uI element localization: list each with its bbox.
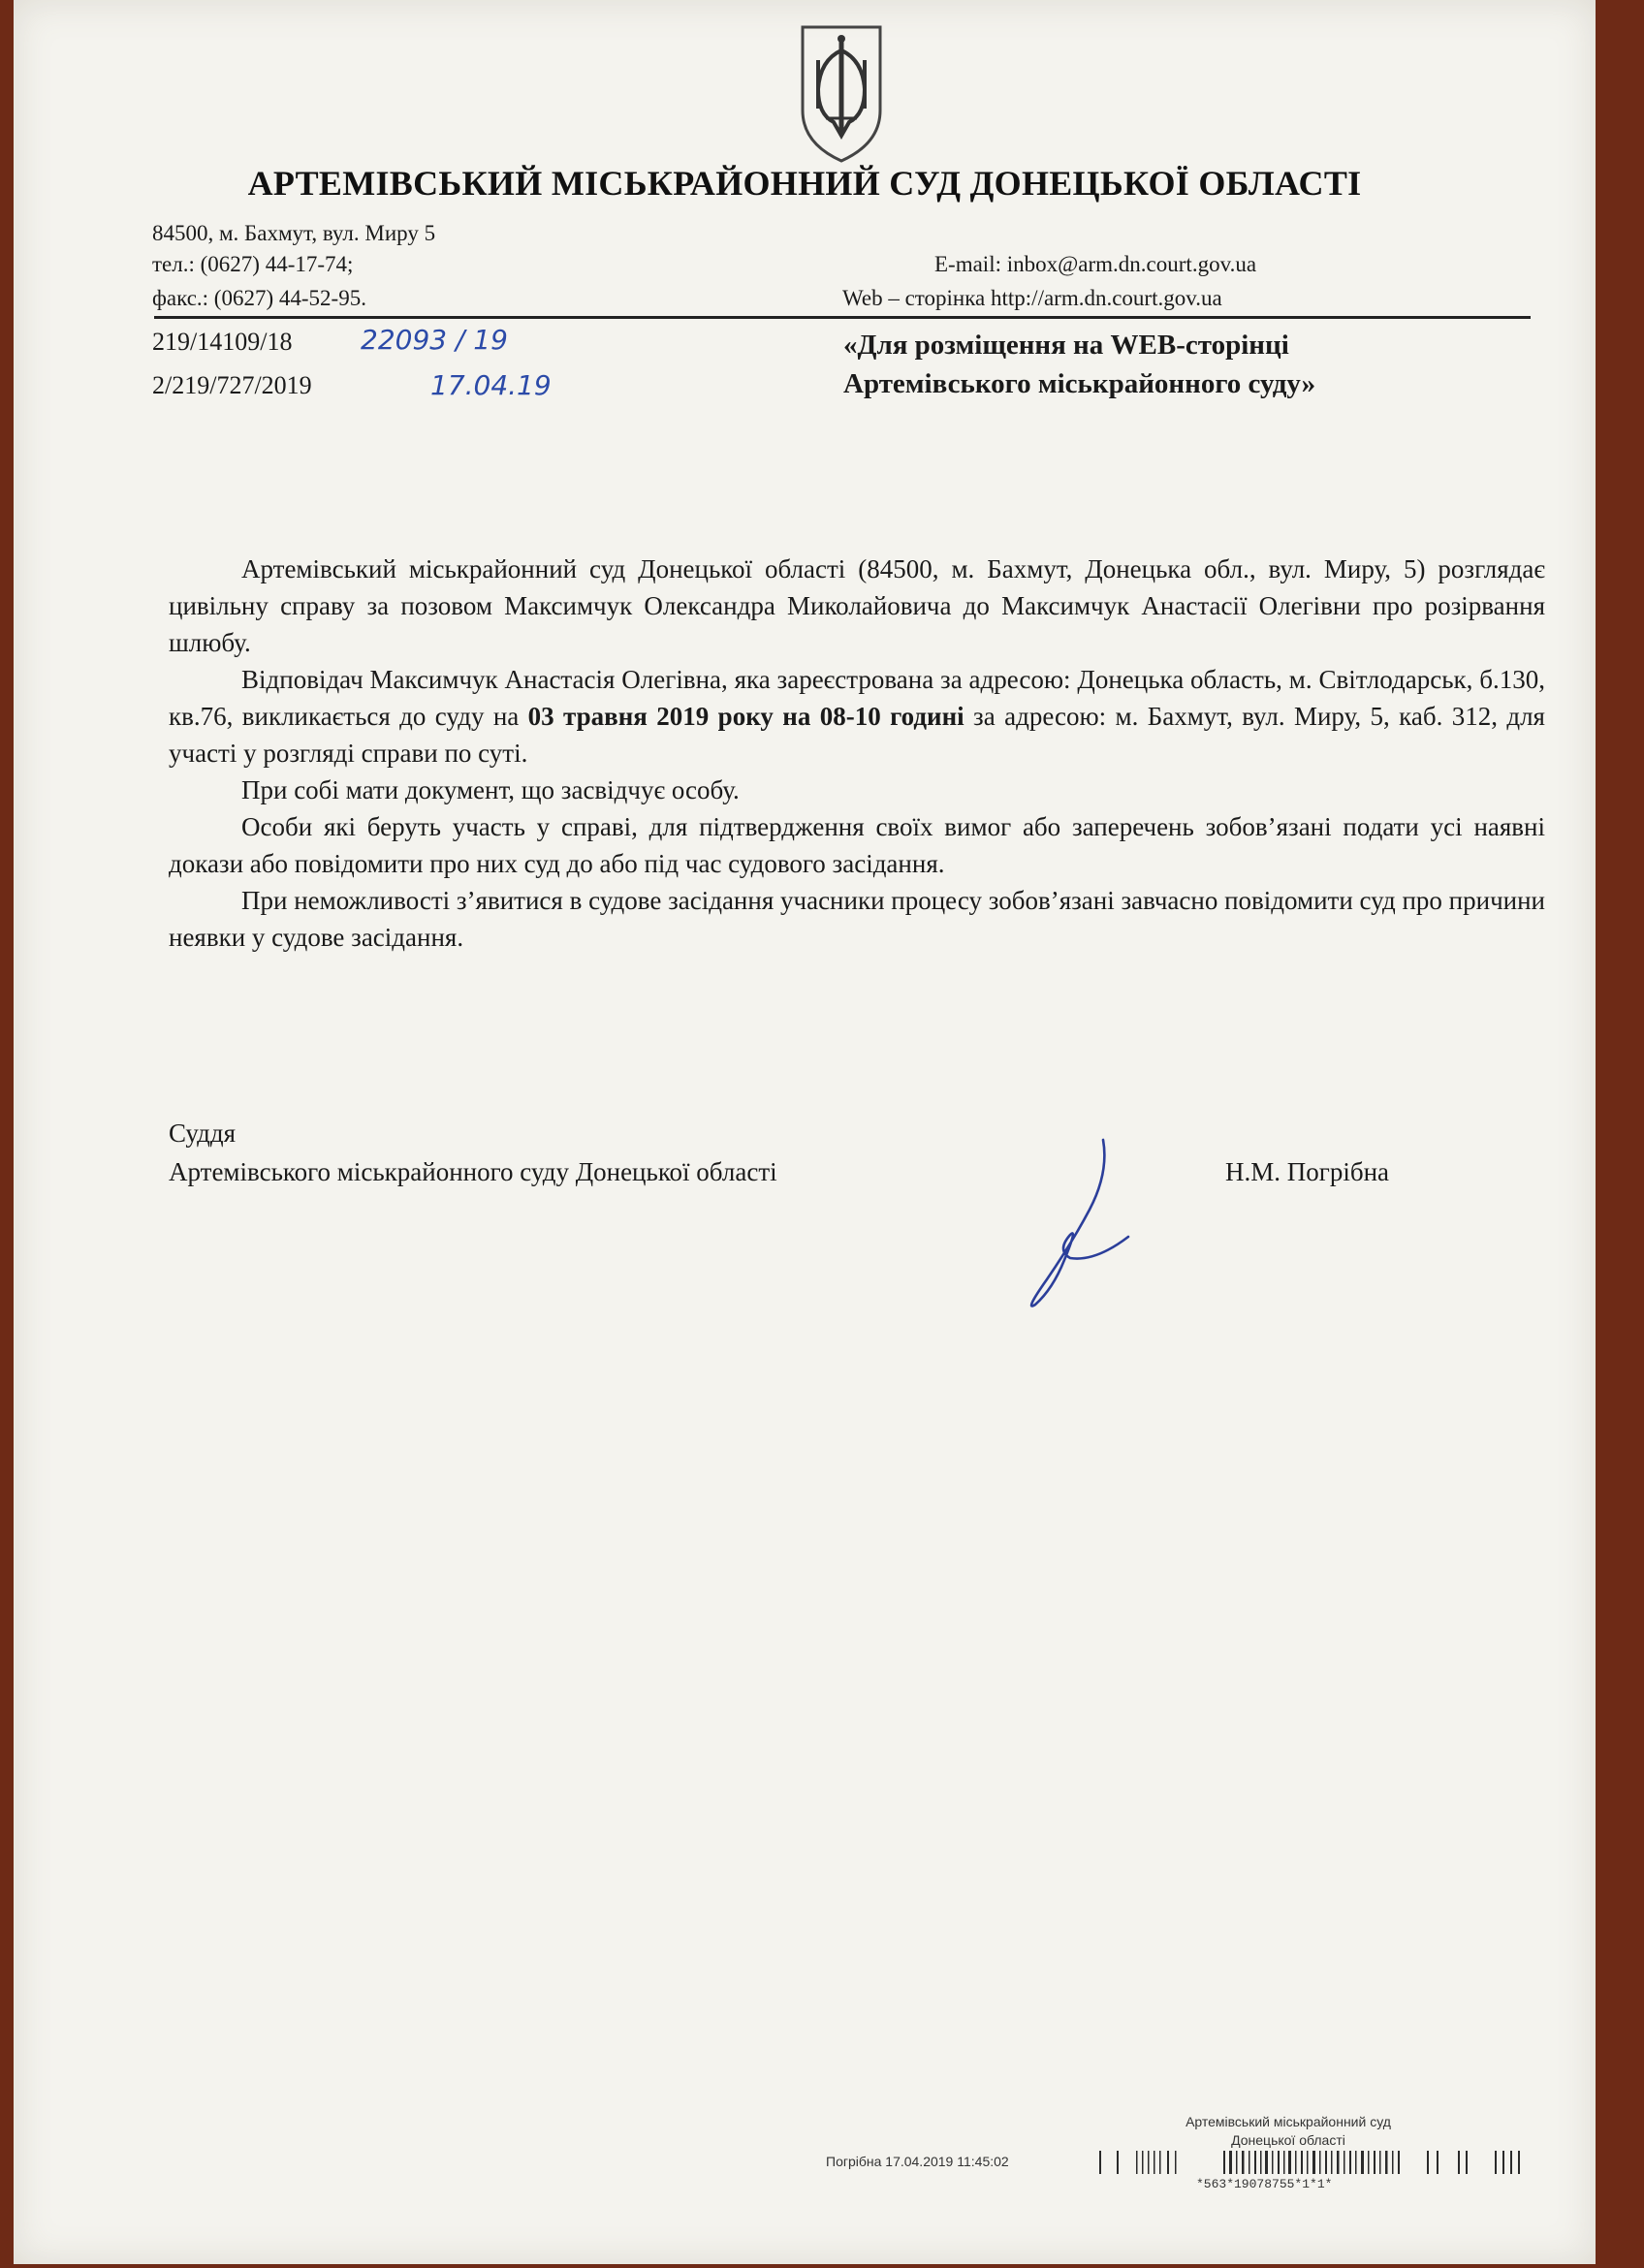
proceeding-number: 2/219/727/2019 (152, 371, 312, 399)
hearing-date-time: 03 травня 2019 року на 08-10 годині (527, 702, 964, 731)
paragraph-identity-document: При собі мати документ, що засвідчує особу. (241, 775, 740, 804)
handwritten-date: 17.04.19 (430, 369, 552, 401)
court-address: 84500, м. Бахмут, вул. Миру 5 (152, 221, 436, 245)
registration-stamp: Погрібна 17.04.2019 11:45:02 (826, 2154, 1009, 2169)
barcode-number: *563*19078755*1*1* (1196, 2177, 1333, 2191)
stamp-court-line-1: Артемівський міськрайонний суд (1186, 2114, 1391, 2129)
summons-text-end: за адресою: м. Бахмут, вул. Миру, 5, каб. 312, для участі у розгляді справи по суті. (169, 702, 1545, 768)
court-title: АРТЕМІВСЬКИЙ МІСЬКРАЙОННИЙ СУД ДОНЕЦЬКОЇ ОБЛАСТІ (247, 164, 1362, 203)
judge-title: Суддя (169, 1118, 237, 1148)
notice-body (169, 551, 1545, 956)
case-number: 219/14109/18 (152, 328, 293, 356)
coat-of-arms-icon (797, 21, 886, 172)
web-note-line-1: «Для розміщення на WEB-сторінці (843, 330, 1289, 361)
court-email: E-mail: inbox@arm.dn.court.gov.ua (934, 252, 1257, 276)
web-publication-note (843, 326, 1315, 403)
judge-name: Н.М. Погрібна (1225, 1157, 1390, 1186)
court-website: Web – сторінка http://arm.dn.court.gov.ua (842, 286, 1222, 310)
signature-mark (1014, 1134, 1140, 1323)
paragraph-summons (169, 661, 1545, 772)
header-divider (154, 316, 1531, 319)
court-phone: тел.: (0627) 44-17-74; (152, 252, 354, 276)
paragraph-case-description: Артемівський міськрайонний суд Донецької області (84500, м. Бахмут, Донецька обл., вул. Миру, 5) розглядає цивільну справу за позовом Максимчук Олександра Миколайовича до Максимчук Анастасії Олегівни про розірвання шлюбу. (169, 554, 1545, 657)
judge-court: Артемівського міськрайонного суду Донецької області (169, 1157, 777, 1186)
court-fax: факс.: (0627) 44-52-95. (152, 286, 366, 310)
paragraph-absence-notice: При неможливості з’явитися в судове засідання учасники процесу зобов’язані завчасно повідомити суд про причини неявки у судове засідання. (169, 886, 1545, 952)
stamp-court-name (1157, 2113, 1419, 2150)
handwritten-outgoing-number: 22093 / 19 (361, 324, 508, 356)
document-page (14, 0, 1596, 2264)
paragraph-evidence: Особи які беруть участь у справі, для підтвердження своїх вимог або заперечень зобов’язані подати усі наявні докази або повідомити про них суд до або під час судового засідання. (169, 812, 1545, 878)
summons-text-start: Відповідач Максимчук Анастасія Олегівна, яка зареєстрована за адресою: Донецька область, м. Світлодарськ, б.130, кв.76, викликається до суду на (169, 665, 1545, 731)
web-note-line-2: Артемівського міськрайонного суду» (843, 368, 1316, 399)
stamp-court-line-2: Донецької області (1231, 2132, 1345, 2148)
